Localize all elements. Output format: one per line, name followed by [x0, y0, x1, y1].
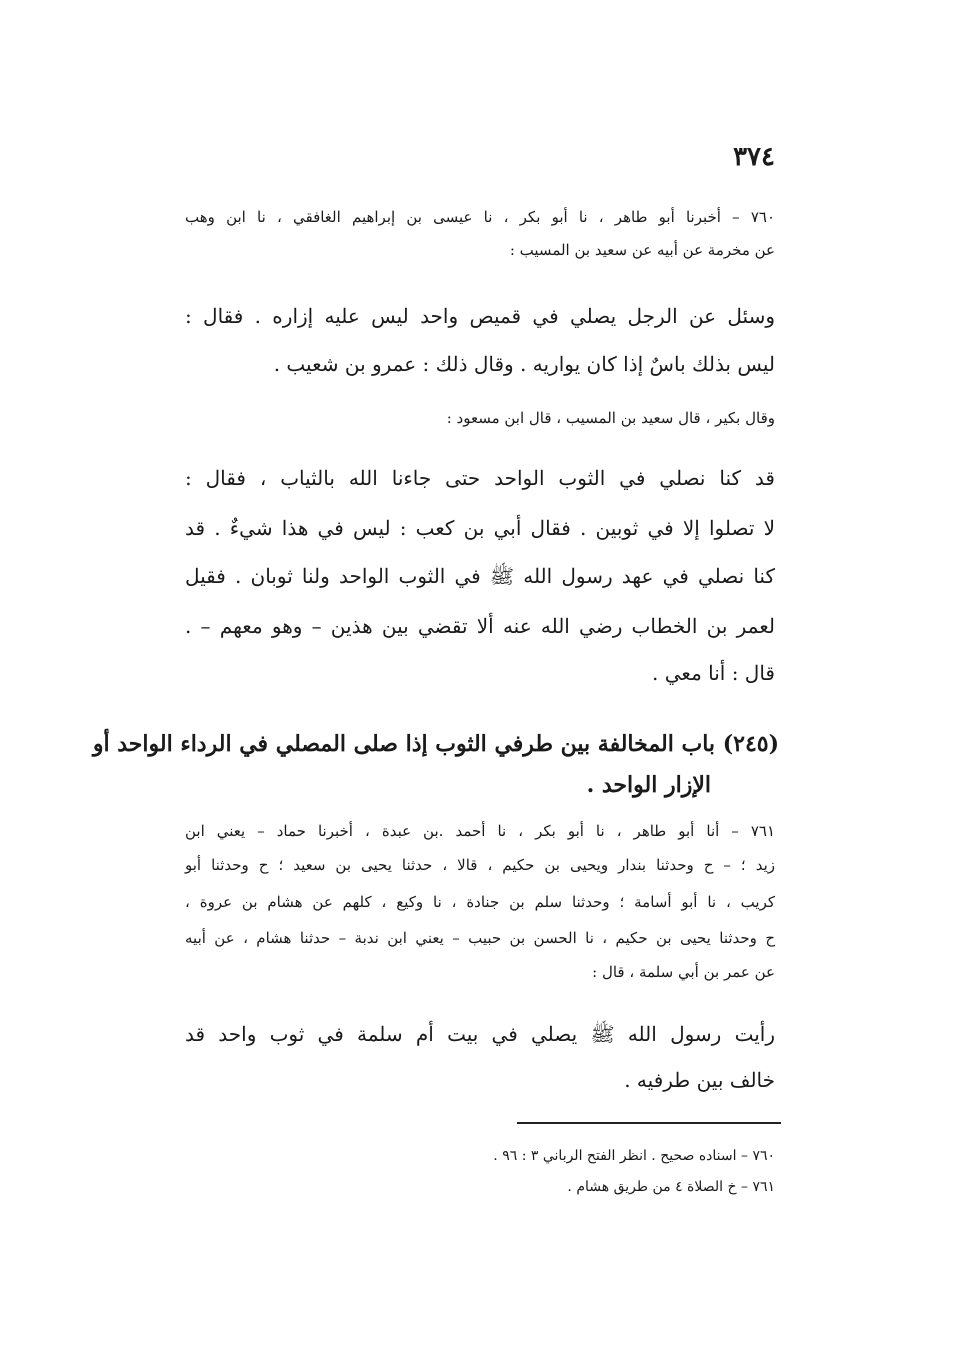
- matn-line: قال : أنا معي .: [652, 661, 775, 685]
- chapter-heading-line: الإزار الواحد .: [586, 772, 711, 798]
- isnad-line: ٧٦١ – أنا أبو طاهر ، نا أبو بكر ، نا أحمد .بن عبدة ، أخبرنا حماد – يعني ابن: [185, 822, 775, 840]
- matn-line: خالف بين طرفيه .: [624, 1068, 775, 1092]
- isnad-line: كريب ، نا أبو أسامة ؛ وحدثنا سلم بن جنادة ، نا وكيع ، كلهم عن هشام بن عروة ،: [185, 893, 775, 911]
- matn-line: كنا نصلي في عهد رسول الله ﷺ في الثوب الواحد ولنا ثوبان . فقيل: [185, 564, 775, 588]
- chapter-heading-line: (٢٤٥) باب المخالفة بين طرفي الثوب إذا صلى المصلي في الرداء الواحد أو: [92, 731, 779, 757]
- page-number: ٣٧٤: [733, 142, 775, 172]
- isnad-line: ح وحدثنا يحيى بن حكيم ، نا الحسن بن حبيب – يعني ابن ندبة – حدثنا هشام ، عن أبيه: [185, 929, 775, 947]
- isnad-line: عن مخرمة عن أبيه عن سعيد بن المسيب :: [509, 241, 775, 259]
- footnote: ٧٦٠ – اسناده صحيح . انظر الفتح الرباني ٣ : ٩٦ .: [493, 1148, 775, 1164]
- footnote-divider: [517, 1122, 781, 1124]
- matn-line: وسئل عن الرجل يصلي في قميص واحد ليس عليه إزاره . فقال :: [185, 304, 775, 328]
- matn-line: قد كنا نصلي في الثوب الواحد حتى جاءنا الله بالثياب ، فقال :: [185, 466, 775, 490]
- footnote: ٧٦١ – خ الصلاة ٤ من طريق هشام .: [567, 1179, 775, 1195]
- isnad-line: وقال بكير ، قال سعيد بن المسيب ، قال ابن مسعود :: [446, 409, 775, 427]
- matn-line: لا تصلوا إلا في ثوبين . فقال أبي بن كعب : ليس في هذا شيءٌ . قد: [185, 516, 775, 540]
- isnad-line: زيد ؛ – ح وحدثنا بندار ويحيى بن حكيم ، قالا ، حدثنا يحيى بن سعيد ؛ ح وحدثنا أبو: [185, 856, 775, 874]
- matn-line: لعمر بن الخطاب رضي الله عنه ألا تقضي بين هذين – وهو معهم – .: [185, 614, 775, 638]
- matn-line: رأيت رسول الله ﷺ يصلي في بيت أم سلمة في ثوب واحد قد: [185, 1022, 775, 1046]
- isnad-line: ٧٦٠ – أخبرنا أبو طاهر ، نا أبو بكر ، نا عيسى بن إبراهيم الغافقي ، نا ابن وهب: [185, 208, 775, 226]
- matn-line: ليس بذلك باسٌ إذا كان يواريه . وقال ذلك : عمرو بن شعيب .: [273, 352, 775, 376]
- isnad-line: عن عمر بن أبي سلمة ، قال :: [592, 963, 775, 981]
